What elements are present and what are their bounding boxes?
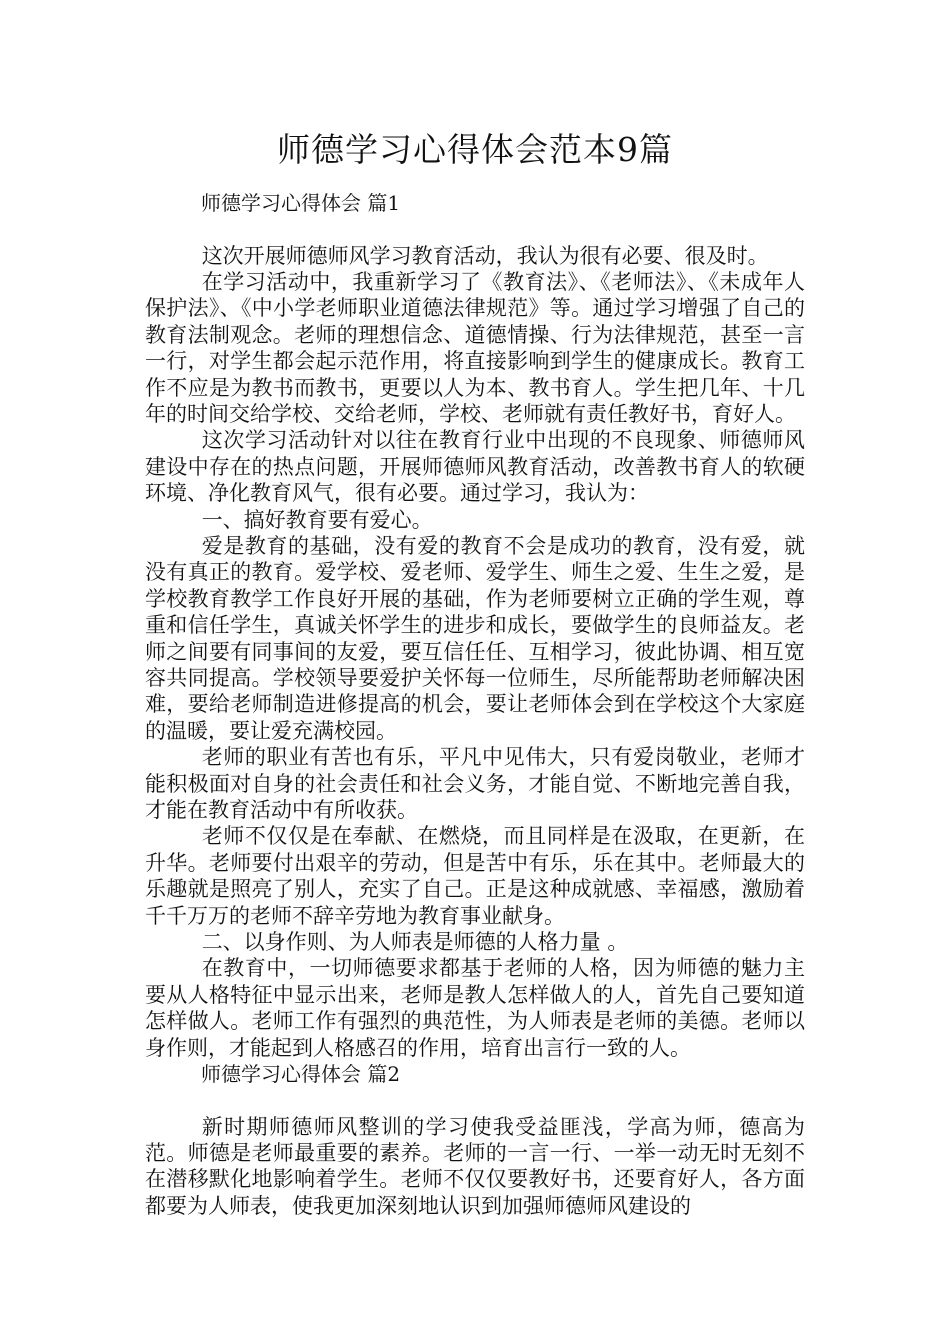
paragraph: 老师的职业有苦也有乐，平凡中见伟大，只有爱岗敬业，老师才能积极面对自身的社会责任和社会义务，才能自觉、不断地完善自我，才能在教育活动中有所收获。 bbox=[145, 745, 805, 823]
paragraph: 在学习活动中，我重新学习了《教育法》、《老师法》、《未成年人保护法》、《中小学老师职业道德法律规范》等。通过学习增强了自己的教育法制观念。老师的理想信念、道德情操、行为法律规范，甚至一言一行，对学生都会起示范作用，将直接影响到学生的健康成长。教育工作不应是为教书而教书，更要以人为本、教书育人。学生把几年、十几年的时间交给学校、交给老师，学校、老师就有责任教好书，育好人。 bbox=[145, 269, 805, 426]
document-title: 师德学习心得体会范本9篇 bbox=[277, 130, 673, 169]
paragraph: 老师不仅仅是在奉献、在燃烧，而且同样是在汲取，在更新，在升华。老师要付出艰辛的劳动，但是苦中有乐，乐在其中。老师最大的乐趣就是照亮了别人，充实了自己。正是这种成就感、幸福感，激励着千千万万的老师不辞辛劳地为教育事业献身。 bbox=[145, 824, 805, 928]
document-page bbox=[145, 128, 805, 1219]
section-heading-2: 师德学习心得体会 篇2 bbox=[201, 1062, 401, 1087]
paragraph: 在教育中，一切师德要求都基于老师的人格，因为师德的魅力主要从人格特征中显示出来，老师是教人怎样做人的人，首先自己要知道怎样做人。老师工作有强烈的典范性，为人师表是老师的美德。老师以身作则，才能起到人格感召的作用，培育出言行一致的人。 bbox=[145, 956, 805, 1060]
paragraph: 新时期师德师风整训的学习使我受益匪浅，学高为师，德高为范。师德是老师最重要的素养。老师的一言一行、一举一动无时无刻不在潜移默化地影响着学生。老师不仅仅要教好书，还要育好人，各方面都要为人师表，使我更加深刻地认识到加强师德师风建设的 bbox=[145, 1114, 805, 1218]
paragraph: 一、搞好教育要有爱心。 bbox=[201, 507, 433, 532]
paragraph: 这次开展师德师风学习教育活动，我认为很有必要、很及时。 bbox=[201, 243, 769, 268]
paragraph: 爱是教育的基础，没有爱的教育不会是成功的教育，没有爱，就没有真正的教育。爱学校、爱老师、爱学生、师生之爱、生生之爱，是学校教育教学工作良好开展的基础，作为老师要树立正确的学生观，尊重和信任学生，真诚关怀学生的进步和成长，要做学生的良师益友。老师之间要有同事间的友爱，要互信任任、互相学习，彼此协调、相互宽容共同提高。学校领导要爱护关怀每一位师生，尽所能帮助老师解决困难，要给老师制造进修提高的机会，要让老师体会到在学校这个大家庭的温暖，要让爱充满校园。 bbox=[145, 533, 805, 743]
paragraph: 二、以身作则、为人师表是师德的人格力量 。 bbox=[201, 930, 629, 955]
paragraph: 这次学习活动针对以往在教育行业中出现的不良现象、师德师风建设中存在的热点问题，开展师德师风教育活动，改善教书育人的软硬环境、净化教育风气，很有必要。通过学习，我认为： bbox=[145, 428, 805, 506]
section-heading-1: 师德学习心得体会 篇1 bbox=[201, 191, 401, 215]
